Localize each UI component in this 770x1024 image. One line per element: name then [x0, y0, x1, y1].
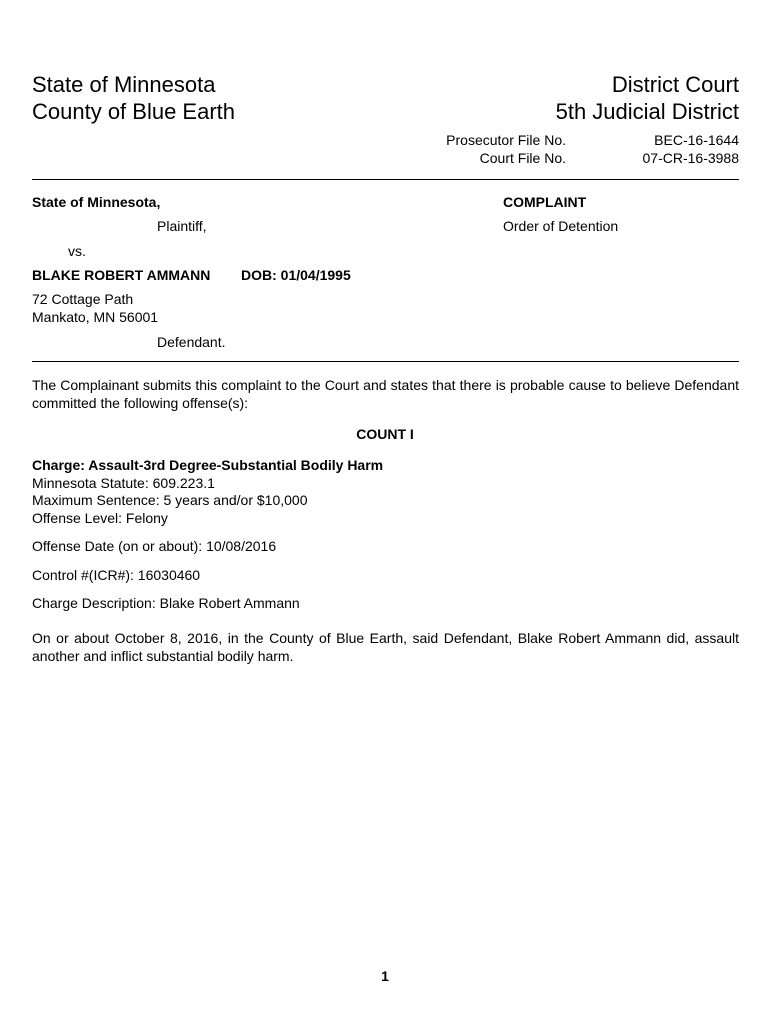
defendant-role: Defendant.	[157, 334, 226, 350]
prosecutor-file-number: BEC-16-1644	[654, 132, 739, 148]
charge-title: Charge: Assault-3rd Degree-Substantial Bodily Harm	[32, 457, 384, 473]
offense-level-line: Offense Level: Felony	[32, 510, 168, 526]
offense-date-line: Offense Date (on or about): 10/08/2016	[32, 538, 277, 554]
defendant-dob: DOB: 01/04/1995	[241, 267, 351, 283]
statute-line: Minnesota Statute: 609.223.1	[32, 475, 215, 491]
versus-label: vs.	[68, 243, 86, 259]
plaintiff-role: Plaintiff,	[157, 218, 207, 234]
charge-description-line: Charge Description: Blake Robert Ammann	[32, 595, 300, 611]
narrative-paragraph: On or about October 8, 2016, in the County of Blue Earth, said Defendant, Blake Robert Ammann did, assault another and inflict substantial bodily harm.	[32, 630, 739, 664]
plaintiff-name: State of Minnesota,	[32, 194, 161, 210]
caption-divider	[32, 361, 739, 362]
district-heading: 5th Judicial District	[555, 99, 739, 124]
court-heading: District Court	[611, 72, 739, 97]
header-divider	[32, 179, 739, 180]
defendant-address-line2: Mankato, MN 56001	[32, 309, 159, 325]
intro-paragraph: The Complainant submits this complaint to the Court and states that there is probable cause to believe Defendant committed the following offense(s):	[32, 377, 739, 411]
court-file-number: 07-CR-16-3988	[642, 150, 739, 166]
defendant-address-line1: 72 Cottage Path	[32, 291, 134, 307]
count-heading: COUNT I	[356, 426, 414, 442]
max-sentence-line: Maximum Sentence: 5 years and/or $10,000	[32, 492, 308, 508]
state-heading: State of Minnesota	[32, 72, 216, 97]
page-number: 1	[381, 968, 389, 984]
court-file-label: Court File No.	[479, 150, 566, 166]
defendant-name: BLAKE ROBERT AMMANN	[32, 267, 211, 283]
document-subtype: Order of Detention	[503, 218, 619, 234]
prosecutor-file-label: Prosecutor File No.	[446, 132, 566, 148]
control-number-line: Control #(ICR#): 16030460	[32, 567, 201, 583]
county-heading: County of Blue Earth	[32, 99, 236, 124]
document-type: COMPLAINT	[503, 194, 587, 210]
